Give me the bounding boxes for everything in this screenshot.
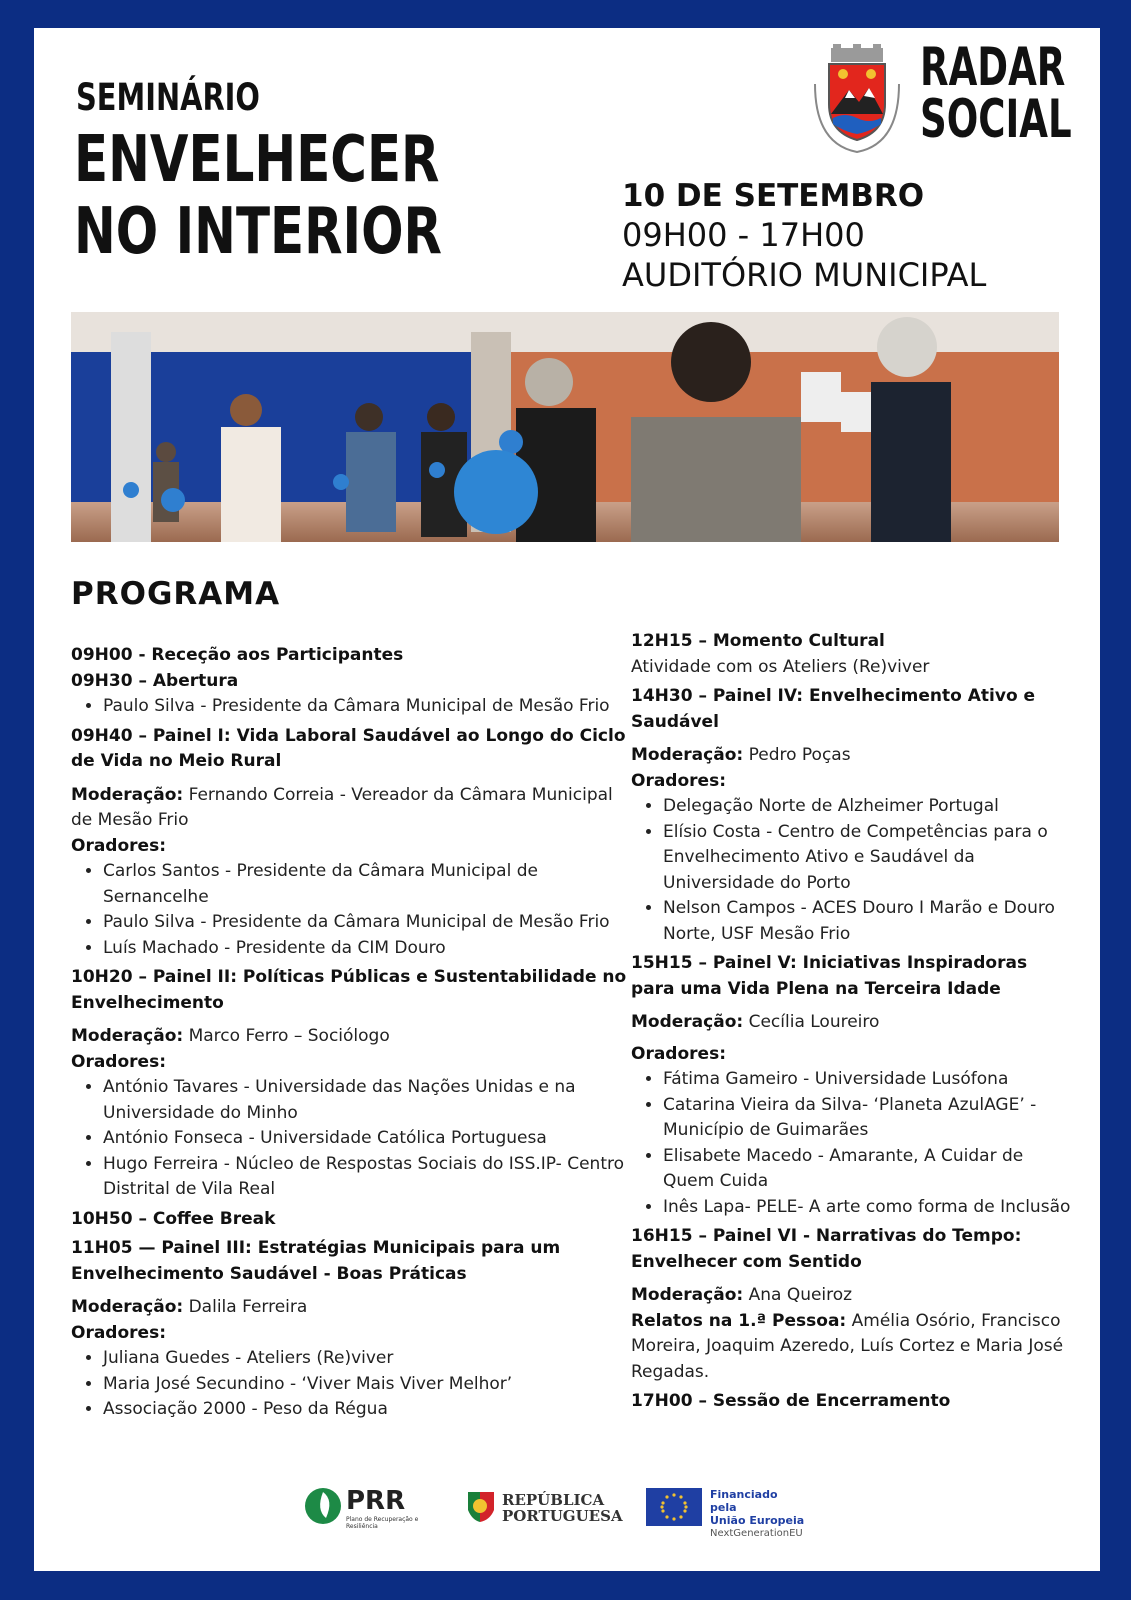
- moderation-value: Cecília Loureiro: [748, 1012, 880, 1032]
- panel-4-moderation: [631, 743, 1071, 769]
- event-kicker: SEMINÁRIO: [76, 76, 260, 119]
- republica-wordmark: [502, 1492, 623, 1524]
- prr-logo: [304, 1486, 424, 1530]
- program-right-column: [631, 629, 1071, 1415]
- moderation-label: Moderação:: [71, 1297, 184, 1317]
- moderation-value: Dalila Ferreira: [188, 1297, 308, 1317]
- list-item: • Juliana Guedes - Ateliers (Re)viver: [103, 1346, 631, 1372]
- session-cultural: 12H15 – Momento Cultural: [631, 631, 885, 651]
- eu-flag-icon: [646, 1488, 702, 1526]
- list-item: • Carlos Santos - Presidente da Câmara Municipal de Sernancelhe: [103, 859, 631, 910]
- republica-portuguesa-logo: [466, 1488, 626, 1528]
- list-item: • Paulo Silva - Presidente da Câmara Municipal de Mesão Frio: [103, 694, 631, 720]
- session-panel-4: 14H30 – Painel IV: Envelhecimento Ativo e Saudável: [631, 686, 1036, 732]
- eu-line-1: Financiado pela: [710, 1488, 778, 1514]
- event-photo: [71, 312, 1059, 542]
- opening-speakers: [71, 694, 631, 720]
- eu-line-2: União Europeia: [710, 1514, 805, 1527]
- eu-line-3: NextGenerationEU: [710, 1528, 803, 1539]
- portuguese-shield-icon: [466, 1488, 496, 1526]
- list-item: • Maria José Secundino - ‘Viver Mais Viver Melhor’: [103, 1372, 631, 1398]
- panel-3-moderation: [71, 1295, 631, 1321]
- list-item: • Delegação Norte de Alzheimer Portugal: [663, 794, 1071, 820]
- moderation-label: Moderação:: [631, 1285, 744, 1305]
- list-item: • Luís Machado - Presidente da CIM Douro: [103, 936, 631, 962]
- session-opening: 09H30 – Abertura: [71, 670, 239, 691]
- session-panel-3: 11H05 — Painel III: Estratégias Municipais para um Envelhecimento Saudável - Boas Práticas: [71, 1238, 561, 1284]
- moderation-value: Pedro Poças: [748, 745, 851, 765]
- program-heading: PROGRAMA: [71, 576, 281, 612]
- panel-1-moderation: [71, 783, 631, 834]
- prr-leaf-icon: [304, 1486, 342, 1526]
- event-venue: AUDITÓRIO MUNICIPAL: [622, 256, 987, 294]
- event-time: 09H00 - 17H00: [622, 216, 865, 254]
- program-left-column: [71, 643, 631, 1423]
- panel-5-moderation: [631, 1010, 1071, 1036]
- list-item: • Associação 2000 - Peso da Régua: [103, 1397, 631, 1423]
- moderation-label: Moderação:: [631, 1012, 744, 1032]
- funding-logos: [34, 1480, 1100, 1540]
- poster: [34, 28, 1100, 1571]
- panel-6-testimonies: [631, 1309, 1071, 1386]
- municipal-crest-icon: [809, 44, 905, 156]
- prr-subtitle: Plano de Recuperação e Resiliência: [346, 1516, 419, 1530]
- panel-2-moderation: [71, 1024, 631, 1050]
- speakers-label: Oradores:: [71, 1051, 166, 1072]
- radar-social-logo: [920, 37, 1072, 150]
- event-title: [74, 124, 442, 268]
- list-item: • António Fonseca - Universidade Católica Portuguesa: [103, 1126, 631, 1152]
- title-line-1: ENVELHECER: [74, 123, 440, 197]
- testimonies-label: Relatos na 1.ª Pessoa:: [631, 1310, 847, 1331]
- list-item: • Fátima Gameiro - Universidade Lusófona: [663, 1067, 1071, 1093]
- session-coffee-break: 10H50 – Coffee Break: [71, 1208, 276, 1229]
- moderation-label: Moderação:: [631, 745, 744, 765]
- speakers-label: Oradores:: [631, 770, 726, 791]
- list-item: • Hugo Ferreira - Núcleo de Respostas Sociais do ISS.IP- Centro Distrital de Vila Real: [103, 1152, 631, 1203]
- speakers-label: Oradores:: [71, 835, 166, 856]
- speakers-label: Oradores:: [631, 1043, 726, 1064]
- rep-line-2: PORTUGUESA: [502, 1507, 623, 1525]
- session-panel-1: 09H40 – Painel I: Vida Laboral Saudável ao Longo do Ciclo de Vida no Meio Rural: [71, 725, 626, 771]
- session-reception: 09H00 - Receção aos Participantes: [71, 645, 404, 665]
- eu-wordmark: [710, 1488, 806, 1540]
- moderation-value: Fernando Correia - Vereador da Câmara Municipal de Mesão Frio: [71, 784, 613, 830]
- speakers-label: Oradores:: [71, 1322, 166, 1343]
- rep-line-1: REPÚBLICA: [502, 1491, 605, 1509]
- session-panel-6: 16H15 – Painel VI - Narrativas do Tempo: Envelhecer com Sentido: [631, 1226, 1022, 1272]
- title-line-2: NO INTERIOR: [74, 195, 442, 269]
- brand-line-1: RADAR: [920, 37, 1066, 98]
- prr-wordmark: PRR: [346, 1486, 406, 1516]
- list-item: • Catarina Vieira da Silva- ‘Planeta AzulAGE’ - Município de Guimarães: [663, 1093, 1071, 1144]
- event-date: 10 DE SETEMBRO: [622, 178, 925, 214]
- list-item: • Elísio Costa - Centro de Competências para o Envelhecimento Ativo e Saudável da Universidade do Porto: [663, 820, 1071, 897]
- moderation-label: Moderação:: [71, 1026, 184, 1046]
- panel-3-speakers: [71, 1346, 631, 1423]
- panel-1-speakers: [71, 859, 631, 961]
- eu-funding-logo: [646, 1486, 806, 1539]
- list-item: • António Tavares - Universidade das Nações Unidas e na Universidade do Minho: [103, 1075, 631, 1126]
- list-item: • Nelson Campos - ACES Douro I Marão e Douro Norte, USF Mesão Frio: [663, 896, 1071, 947]
- session-panel-5: 15H15 – Painel V: Iniciativas Inspiradoras para uma Vida Plena na Terceira Idade: [631, 953, 1028, 999]
- list-item: • Paulo Silva - Presidente da Câmara Municipal de Mesão Frio: [103, 910, 631, 936]
- moderation-value: Marco Ferro – Sociólogo: [188, 1026, 390, 1046]
- list-item: • Elisabete Macedo - Amarante, A Cuidar de Quem Cuida: [663, 1144, 1071, 1195]
- panel-2-speakers: [71, 1075, 631, 1203]
- list-item: • Inês Lapa- PELE- A arte como forma de Inclusão: [663, 1195, 1071, 1221]
- session-panel-2: 10H20 – Painel II: Políticas Públicas e Sustentabilidade no Envelhecimento: [71, 967, 627, 1013]
- moderation-value: Ana Queiroz: [748, 1285, 853, 1305]
- panel-4-speakers: [631, 794, 1071, 947]
- testimonies-value: Amélia Osório, Francisco Moreira, Joaquim Azeredo, Luís Cortez e Maria José Regadas.: [631, 1310, 1064, 1382]
- session-closing: 17H00 – Sessão de Encerramento: [631, 1391, 951, 1411]
- brand-line-2: SOCIAL: [920, 89, 1072, 150]
- panel-5-speakers: [631, 1067, 1071, 1220]
- moderation-label: Moderação:: [71, 784, 184, 805]
- cultural-description: Atividade com os Ateliers (Re)viver: [631, 656, 930, 677]
- panel-6-moderation: [631, 1283, 1071, 1309]
